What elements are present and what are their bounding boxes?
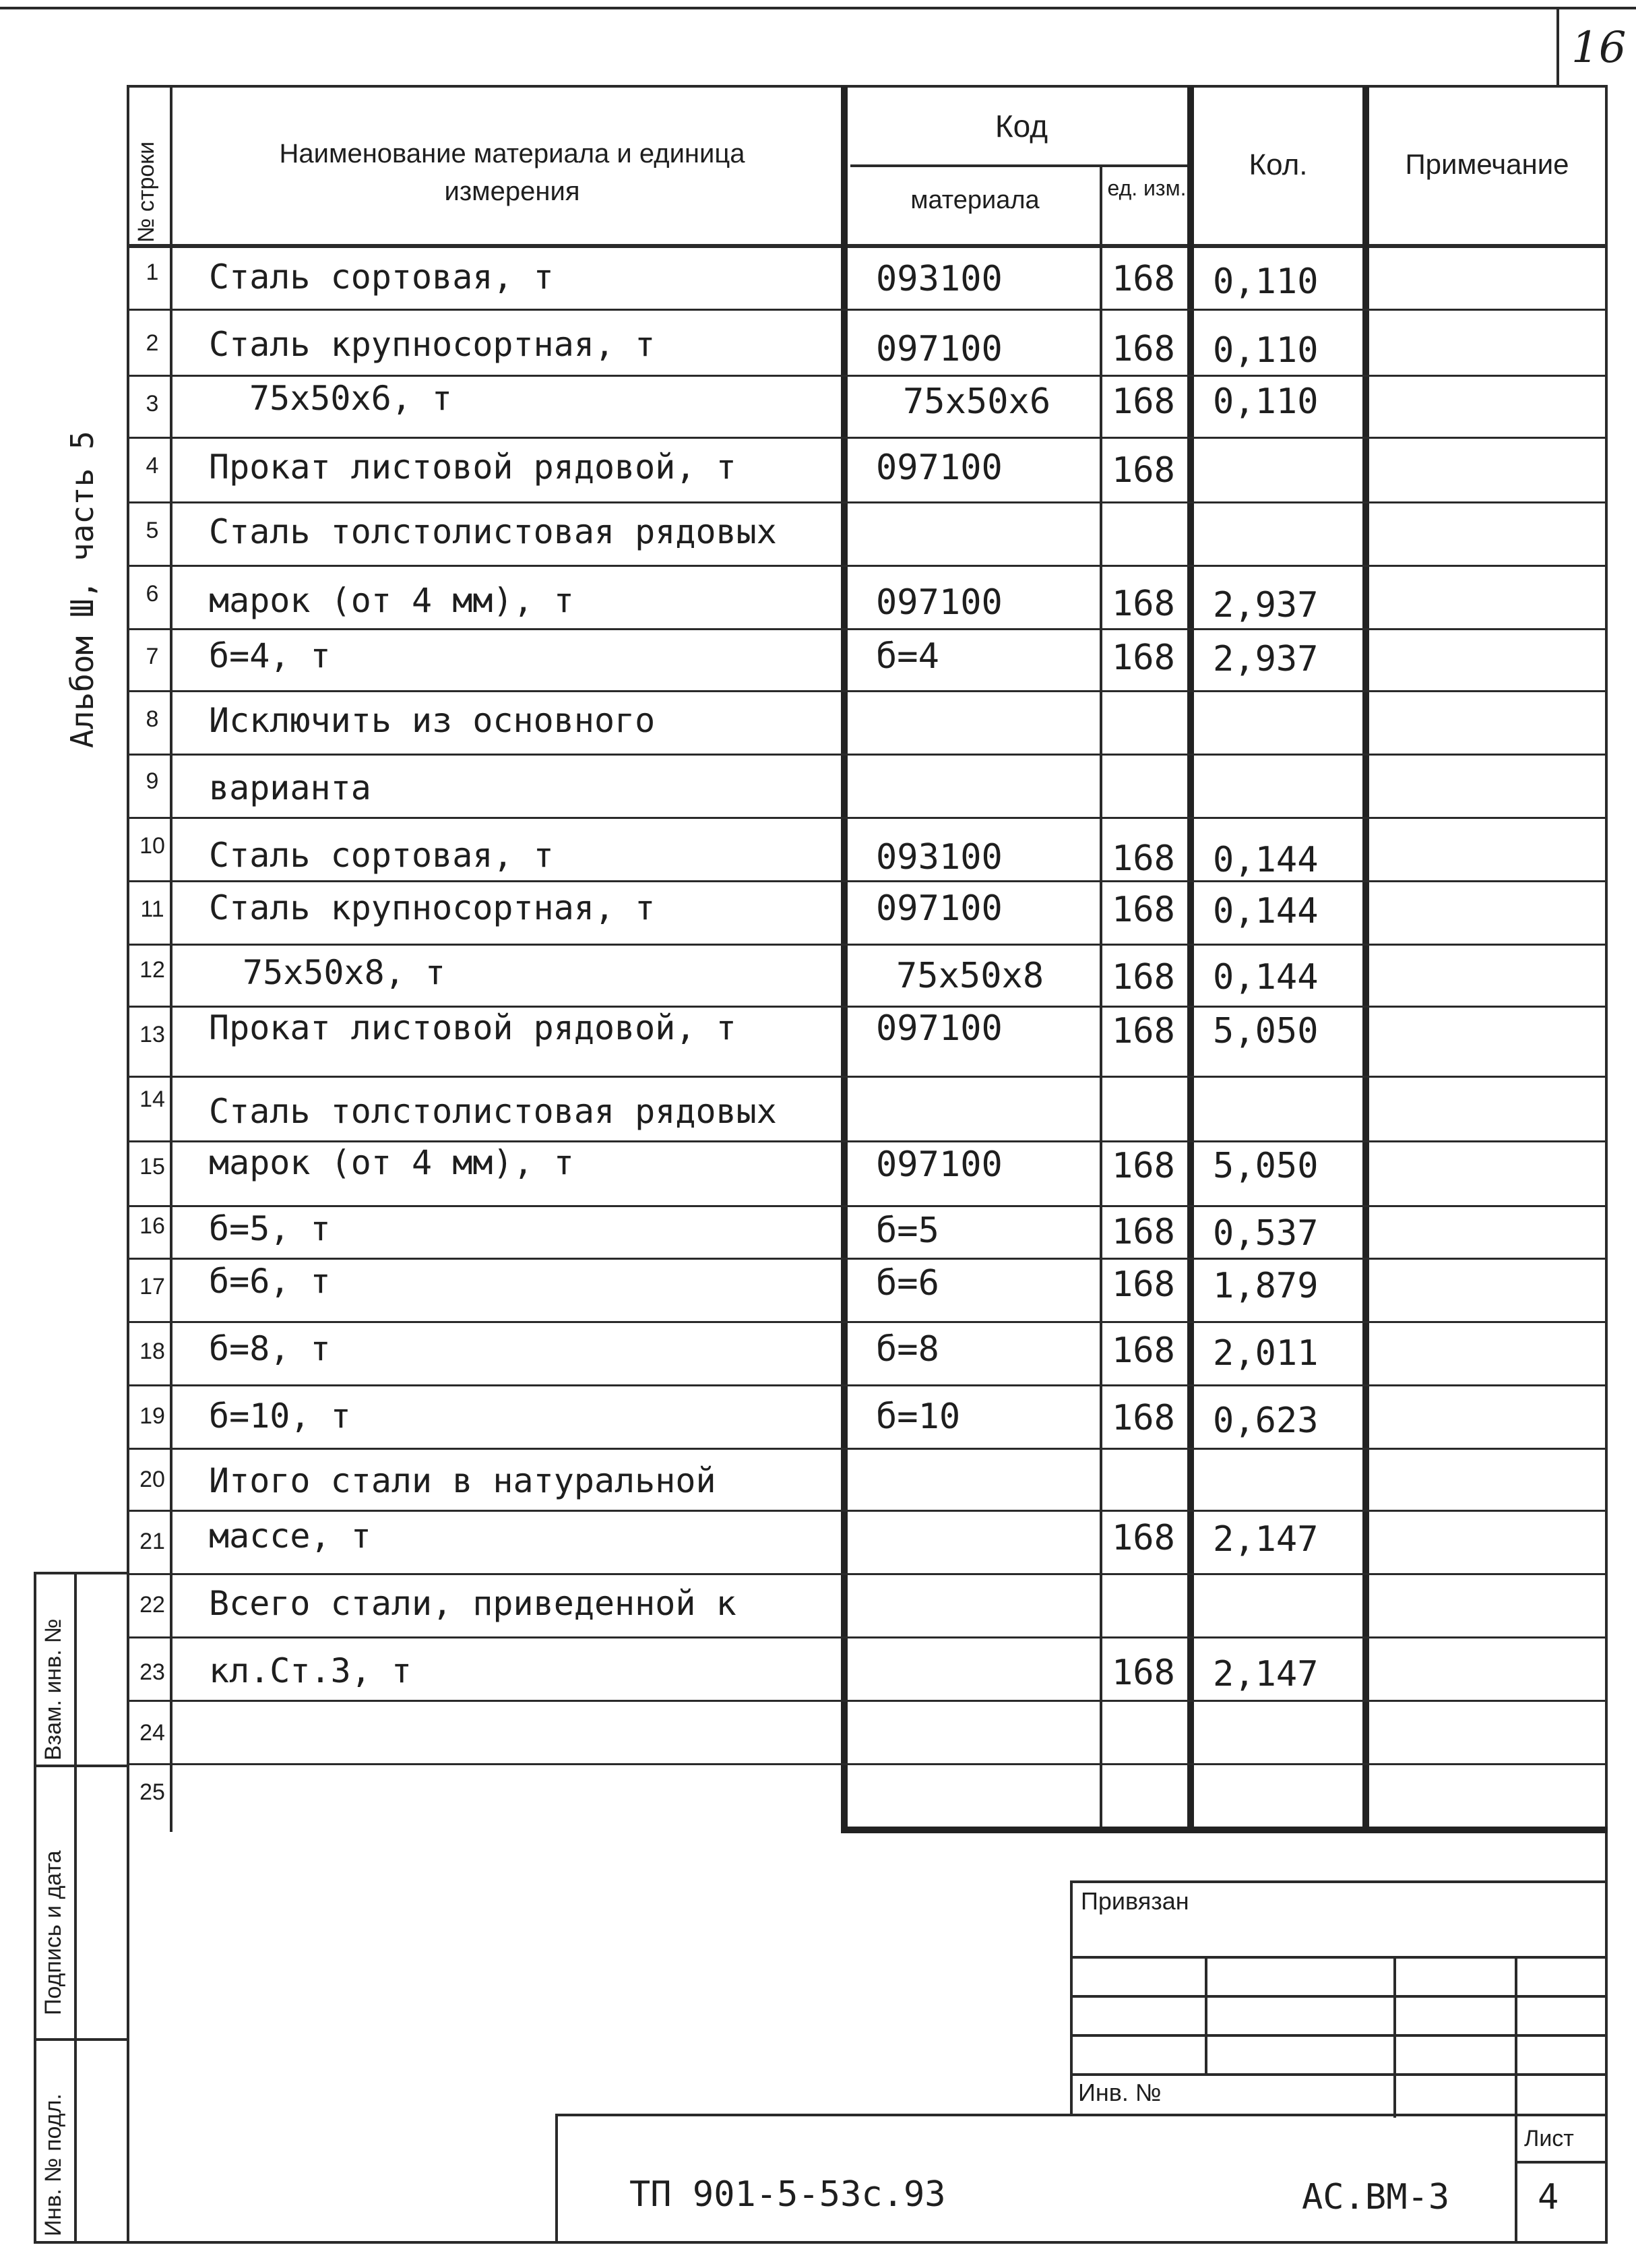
row-code: 093100: [876, 259, 1003, 299]
row-code: б=8: [876, 1329, 939, 1370]
header-material: материала: [910, 186, 1040, 214]
row-line: [127, 1140, 1608, 1142]
row-number: 24: [139, 1720, 165, 1746]
row-line: [127, 1384, 1608, 1386]
frame-left: [127, 86, 129, 2243]
row-unit: 168: [1112, 838, 1175, 879]
row-unit: 168: [1112, 381, 1175, 422]
row-code: 097100: [876, 888, 1003, 929]
row-number: 10: [139, 833, 165, 859]
row-name: б=6, т: [209, 1262, 331, 1301]
privyazan-label: Привязан: [1081, 1887, 1189, 1915]
row-qty: 0,110: [1213, 262, 1319, 302]
row-qty: 2,147: [1213, 1654, 1319, 1694]
header-row-no: № строки: [133, 141, 159, 243]
header-note: Примечание: [1405, 148, 1569, 180]
row-number: 15: [139, 1154, 165, 1179]
row-unit: 168: [1112, 957, 1175, 998]
row-unit: 168: [1112, 1011, 1175, 1051]
row-unit: 168: [1112, 1653, 1175, 1693]
row-code: б=10: [876, 1397, 961, 1437]
row-name: Сталь толстолистовая рядовых: [209, 1092, 777, 1131]
row-number: 3: [146, 391, 159, 417]
row-unit: 168: [1112, 259, 1175, 299]
header-qty: Кол.: [1249, 148, 1308, 181]
row-number: 14: [139, 1086, 165, 1112]
row-number: 5: [146, 518, 159, 543]
tb-left: [1070, 1880, 1073, 2116]
tb-line: [1070, 2034, 1608, 2037]
row-number: 21: [139, 1529, 165, 1554]
row-number: 6: [146, 581, 159, 607]
frame-top: [0, 7, 1636, 9]
row-line: [127, 1006, 1608, 1008]
row-code: б=5: [876, 1210, 939, 1251]
row-line: [127, 501, 1608, 503]
row-line: [127, 1510, 1608, 1512]
row-code: 097100: [876, 1008, 1003, 1049]
row-unit: 168: [1112, 1330, 1175, 1371]
row-name: варианта: [209, 768, 371, 807]
tb-main-left: [555, 2114, 558, 2242]
doc-mark: АС.ВМ-3: [1302, 2177, 1450, 2217]
row-name: Сталь сортовая, т: [209, 257, 554, 297]
row-number: 22: [139, 1592, 165, 1618]
row-number: 11: [140, 896, 164, 922]
row-unit: 168: [1112, 1146, 1175, 1186]
row-name: Сталь крупносортная, т: [209, 325, 656, 364]
code-header-divider: [850, 164, 1193, 167]
stamp-vzam-inv: Взам. инв. №: [40, 1618, 66, 1760]
row-code: 093100: [876, 837, 1003, 878]
row-number: 7: [146, 644, 159, 669]
stamp-left-edge: [34, 1572, 36, 2243]
row-name: Сталь сортовая, т: [209, 836, 554, 875]
col-sep-name: [841, 86, 848, 1832]
row-name: Исключить из основного: [209, 701, 656, 740]
row-number: 9: [146, 768, 159, 794]
row-qty: 5,050: [1213, 1146, 1319, 1186]
row-line: [127, 565, 1608, 567]
row-code: 75х50х6: [903, 381, 1051, 422]
row-unit: 168: [1112, 329, 1175, 369]
row-number: 16: [139, 1213, 165, 1239]
row-line: [127, 375, 1608, 377]
row-unit: 168: [1112, 638, 1175, 678]
row-unit: 168: [1112, 450, 1175, 491]
row-qty: 0,537: [1213, 1213, 1319, 1254]
row-name: 75х50х8, т: [243, 953, 446, 992]
row-qty: 2,937: [1213, 585, 1319, 625]
row-qty: 0,144: [1213, 891, 1319, 931]
row-code: 75х50х8: [896, 956, 1044, 996]
row-number: 8: [146, 706, 159, 732]
stamp-inv-podl: Инв. № подл.: [40, 2093, 66, 2236]
row-qty: 2,011: [1213, 1333, 1319, 1374]
col-sep-material: [1100, 164, 1102, 1832]
tb-sheet-divider: [1515, 2161, 1608, 2164]
row-name: б=4, т: [209, 636, 331, 675]
row-name: кл.Ст.3, т: [209, 1651, 412, 1690]
row-code: 097100: [876, 1144, 1003, 1185]
row-qty: 2,147: [1213, 1519, 1319, 1560]
tb-col: [1393, 1956, 1396, 2118]
sheet-number: 4: [1538, 2177, 1559, 2217]
row-code: б=6: [876, 1263, 939, 1304]
row-name: Прокат листовой рядовой, т: [209, 448, 736, 487]
row-name: б=10, т: [209, 1397, 351, 1436]
tb-line: [1070, 1956, 1608, 1959]
tb-main-top: [555, 2114, 1608, 2116]
row-line: [127, 1700, 1608, 1702]
tb-top: [1070, 1880, 1608, 1883]
stamp-line: [34, 1572, 128, 1574]
list-label: Лист: [1524, 2126, 1574, 2151]
table-bottom: [841, 1827, 1608, 1833]
header-name: Наименование материала и единица измерения: [279, 139, 745, 206]
row-line: [127, 880, 1608, 882]
doc-code: ТП 901-5-53с.93: [629, 2174, 946, 2215]
row-line: [127, 1448, 1608, 1450]
row-number: 19: [139, 1403, 165, 1429]
row-line: [127, 690, 1608, 692]
row-number: 18: [139, 1339, 165, 1364]
row-name: б=8, т: [209, 1329, 331, 1368]
row-code: б=4: [876, 636, 939, 677]
row-number: 1: [146, 259, 159, 285]
row-qty: 0,144: [1213, 957, 1319, 998]
row-name: б=5, т: [209, 1209, 331, 1248]
row-line: [127, 1636, 1608, 1638]
row-name: Всего стали, приведенной к: [209, 1584, 736, 1623]
col-sep-unit: [1187, 86, 1194, 1832]
row-number: 2: [146, 330, 159, 356]
row-qty: 2,937: [1213, 639, 1319, 679]
stamp-podpis-data: Подпись и дата: [40, 1850, 66, 2015]
header-code: Код: [995, 109, 1048, 144]
row-line: [127, 309, 1608, 311]
row-qty: 1,879: [1213, 1266, 1319, 1306]
row-number: 25: [139, 1779, 165, 1805]
row-line: [127, 1573, 1608, 1575]
row-qty: 0,623: [1213, 1401, 1319, 1441]
stamp-line: [34, 1765, 128, 1767]
row-qty: 0,110: [1213, 381, 1319, 422]
row-code: 097100: [876, 448, 1003, 488]
tb-col: [1515, 1956, 1517, 2118]
row-line: [127, 944, 1608, 946]
row-name: Прокат листовой рядовой, т: [209, 1008, 736, 1047]
row-line: [127, 1258, 1608, 1260]
row-line: [127, 754, 1608, 756]
row-number: 20: [139, 1467, 165, 1492]
row-name: марок (от 4 мм), т: [209, 1143, 574, 1182]
row-unit: 168: [1112, 1398, 1175, 1438]
row-name: Сталь толстолистовая рядовых: [209, 512, 777, 551]
row-code: 097100: [876, 329, 1003, 369]
tb-line: [1070, 2073, 1608, 2076]
header-unit: ед. изм.: [1107, 176, 1187, 200]
stamp-inner-edge: [74, 1572, 77, 2243]
row-number: 13: [139, 1022, 165, 1047]
stamp-line: [34, 2038, 128, 2041]
corner-box-left: [1556, 8, 1559, 86]
tb-sheet-left: [1515, 2114, 1517, 2242]
row-line: [127, 1076, 1608, 1078]
album-side-label: Альбом Ш, часть 5: [64, 431, 100, 748]
row-number: 17: [139, 1274, 165, 1299]
row-number: 4: [146, 453, 159, 479]
row-qty: 0,144: [1213, 840, 1319, 880]
row-unit: 168: [1112, 890, 1175, 930]
row-line: [127, 1205, 1608, 1207]
frame-right: [1605, 86, 1608, 2243]
row-unit: 168: [1112, 584, 1175, 624]
row-qty: 0,110: [1213, 330, 1319, 371]
row-code: 097100: [876, 582, 1003, 623]
inv-no-label: Инв. №: [1078, 2079, 1162, 2106]
row-number: 23: [139, 1659, 165, 1685]
row-number: 12: [139, 957, 165, 983]
table-header-top: [127, 85, 1608, 88]
row-unit: 168: [1112, 1518, 1175, 1558]
col-sep-qty: [1362, 86, 1369, 1832]
row-unit: 168: [1112, 1264, 1175, 1305]
frame-bottom: [34, 2241, 1608, 2244]
row-qty: 5,050: [1213, 1011, 1319, 1051]
row-line: [127, 817, 1608, 819]
row-line: [127, 628, 1608, 630]
row-name: Сталь крупносортная, т: [209, 888, 656, 927]
tb-col: [1205, 1956, 1207, 2073]
row-name: Итого стали в натуральной: [209, 1461, 716, 1500]
row-unit: 168: [1112, 1212, 1175, 1252]
sheet-corner-number: 16: [1571, 23, 1627, 73]
tb-line: [1070, 1995, 1608, 1998]
table-header-bottom: [127, 244, 1608, 248]
row-name: 75х50х6, т: [249, 379, 453, 418]
row-name: массе, т: [209, 1516, 371, 1556]
row-name: марок (от 4 мм), т: [209, 581, 574, 620]
row-line: [127, 1763, 1608, 1765]
row-line: [127, 437, 1608, 439]
row-line: [127, 1321, 1608, 1323]
